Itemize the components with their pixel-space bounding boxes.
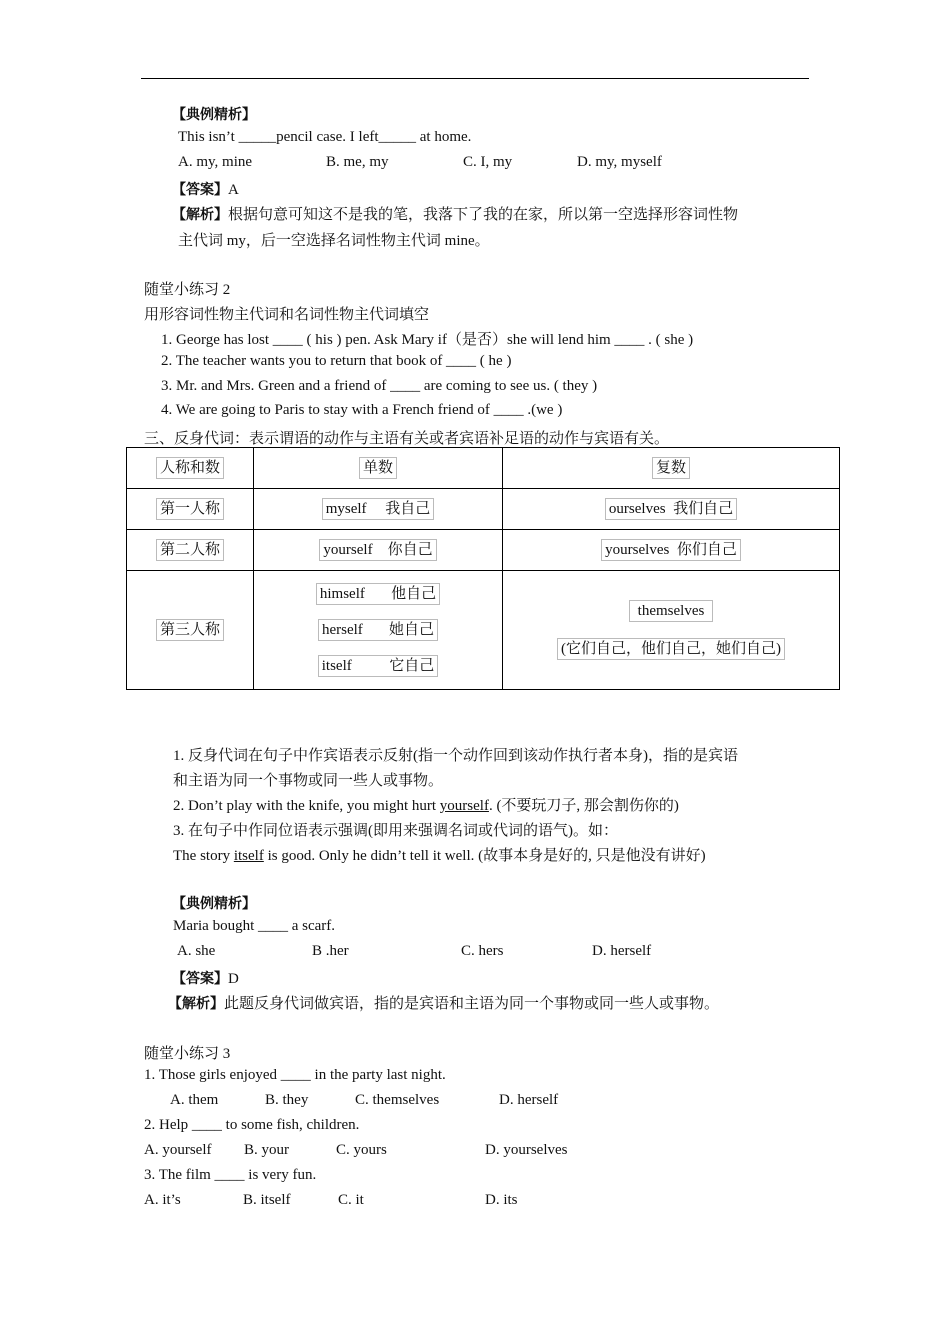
example-title-2: 【典例精析】 — [172, 896, 256, 912]
underlined-word: yourself — [439, 798, 489, 814]
practice-2-item: 3. Mr. and Mrs. Green and a friend of ____ are coming to see us. ( they ) — [161, 378, 598, 394]
header-cell: 复数 — [503, 448, 840, 489]
singular-cell: myself 我自己 — [254, 489, 503, 530]
herself-entry: herself 她自己 — [318, 619, 438, 641]
analysis-text: 根据句意可知这不是我的笔，我落下了我的在家，所以第一空选择形容词性物 — [228, 207, 739, 223]
singular-cell: yourself 你自己 — [254, 530, 503, 571]
analysis-label: 【解析】 — [172, 207, 228, 223]
practice-3-q2: 2. Help ____ to some fish, children. — [144, 1117, 360, 1133]
example-question-1: This isn’t _____pencil case. I left_____ at home. — [178, 129, 472, 145]
answer-value: D — [228, 971, 239, 987]
option-d: D. yourselves — [485, 1142, 568, 1158]
option-a: A. them — [170, 1092, 219, 1108]
header-rule — [141, 78, 809, 79]
option-b: B. itself — [243, 1192, 291, 1208]
analysis-line-1 — [172, 203, 738, 224]
themselves-meaning: (它们自己，他们自己，她们自己) — [557, 638, 785, 660]
option-a: A. she — [177, 943, 216, 959]
analysis-label: 【解析】 — [168, 996, 224, 1012]
note-1-line-2: 和主语为同一个事物或同一些人或事物。 — [173, 773, 444, 789]
plural-cell — [503, 571, 840, 690]
option-d: D. my, myself — [577, 154, 662, 170]
plural-cell: ourselves 我们自己 — [503, 489, 840, 530]
example-title-1: 【典例精析】 — [172, 107, 256, 123]
itself-entry: itself 它自己 — [318, 655, 439, 677]
option-a: A. my, mine — [178, 154, 253, 170]
underlined-word: itself — [233, 848, 264, 864]
reflexive-pronoun-table — [126, 447, 840, 690]
note-3: 3. 在句子中作同位语表示强调(即用来强调名词或代词的语气)。如： — [173, 823, 618, 839]
header-cell: 单数 — [254, 448, 503, 489]
themselves-entry: themselves — [629, 600, 713, 622]
analysis-line-2: 主代词 my，后一空选择名词性物主代词 mine。 — [178, 233, 490, 249]
answer-line-2 — [172, 968, 239, 988]
plural-cell: yourselves 你们自己 — [503, 530, 840, 571]
practice-3-title: 随堂小练习 3 — [144, 1046, 231, 1062]
option-d: D. herself — [592, 943, 652, 959]
option-b: B. your — [244, 1142, 289, 1158]
practice-2-item: 1. George has lost ____ ( his ) pen. Ask Mary if（是否）she will lend him ____ . ( she ) — [161, 332, 694, 348]
himself-entry: himself 他自己 — [316, 583, 440, 605]
option-a: A. it’s — [144, 1192, 181, 1208]
option-d: D. its — [485, 1192, 518, 1208]
note-4: The story itself is good. Only he didn’t tell it well. (故事本身是好的, 只是他没有讲好) — [173, 848, 706, 864]
practice-3-q1: 1. Those girls enjoyed ____ in the party last night. — [144, 1067, 446, 1083]
option-a: A. yourself — [144, 1142, 212, 1158]
note-2: 2. Don’t play with the knife, you might hurt yourself. (不要玩刀子, 那会割伤你的) — [173, 798, 679, 814]
note-1-line-1: 1. 反身代词在句子中作宾语表示反射(指一个动作回到该动作执行者本身)，指的是宾语 — [173, 748, 738, 764]
practice-2-instruction: 用形容词性物主代词和名词性物主代词填空 — [144, 307, 430, 323]
analysis-line-3 — [168, 992, 719, 1013]
answer-value: A — [228, 182, 239, 198]
analysis-text: 此题反身代词做宾语，指的是宾语和主语为同一个事物或同一些人或事物。 — [224, 996, 720, 1012]
practice-3-q3: 3. The film ____ is very fun. — [144, 1167, 317, 1183]
option-d: D. herself — [499, 1092, 559, 1108]
header-cell: 人称和数 — [127, 448, 254, 489]
example-question-2: Maria bought ____ a scarf. — [173, 918, 336, 934]
singular-cell — [254, 571, 503, 690]
option-b: B. me, my — [326, 154, 389, 170]
answer-label: 【答案】 — [172, 182, 228, 198]
option-c: C. themselves — [355, 1092, 440, 1108]
practice-2-item: 4. We are going to Paris to stay with a French friend of ____ .(we ) — [161, 402, 563, 418]
option-c: C. it — [338, 1192, 364, 1208]
practice-2-title: 随堂小练习 2 — [144, 282, 231, 298]
section-3-heading: 三、反身代词：表示谓语的动作与主语有关或者宾语补足语的动作与宾语有关。 — [144, 431, 670, 447]
row-label: 第三人称 — [127, 571, 254, 690]
answer-line-1 — [172, 179, 239, 199]
answer-label: 【答案】 — [172, 971, 228, 987]
option-c: C. yours — [336, 1142, 387, 1158]
option-c: C. hers — [461, 943, 504, 959]
option-b: B. they — [265, 1092, 309, 1108]
row-label: 第一人称 — [127, 489, 254, 530]
option-b: B .her — [312, 943, 349, 959]
option-c: C. I, my — [463, 154, 513, 170]
row-label: 第二人称 — [127, 530, 254, 571]
practice-2-item: 2. The teacher wants you to return that book of ____ ( he ) — [161, 353, 512, 369]
